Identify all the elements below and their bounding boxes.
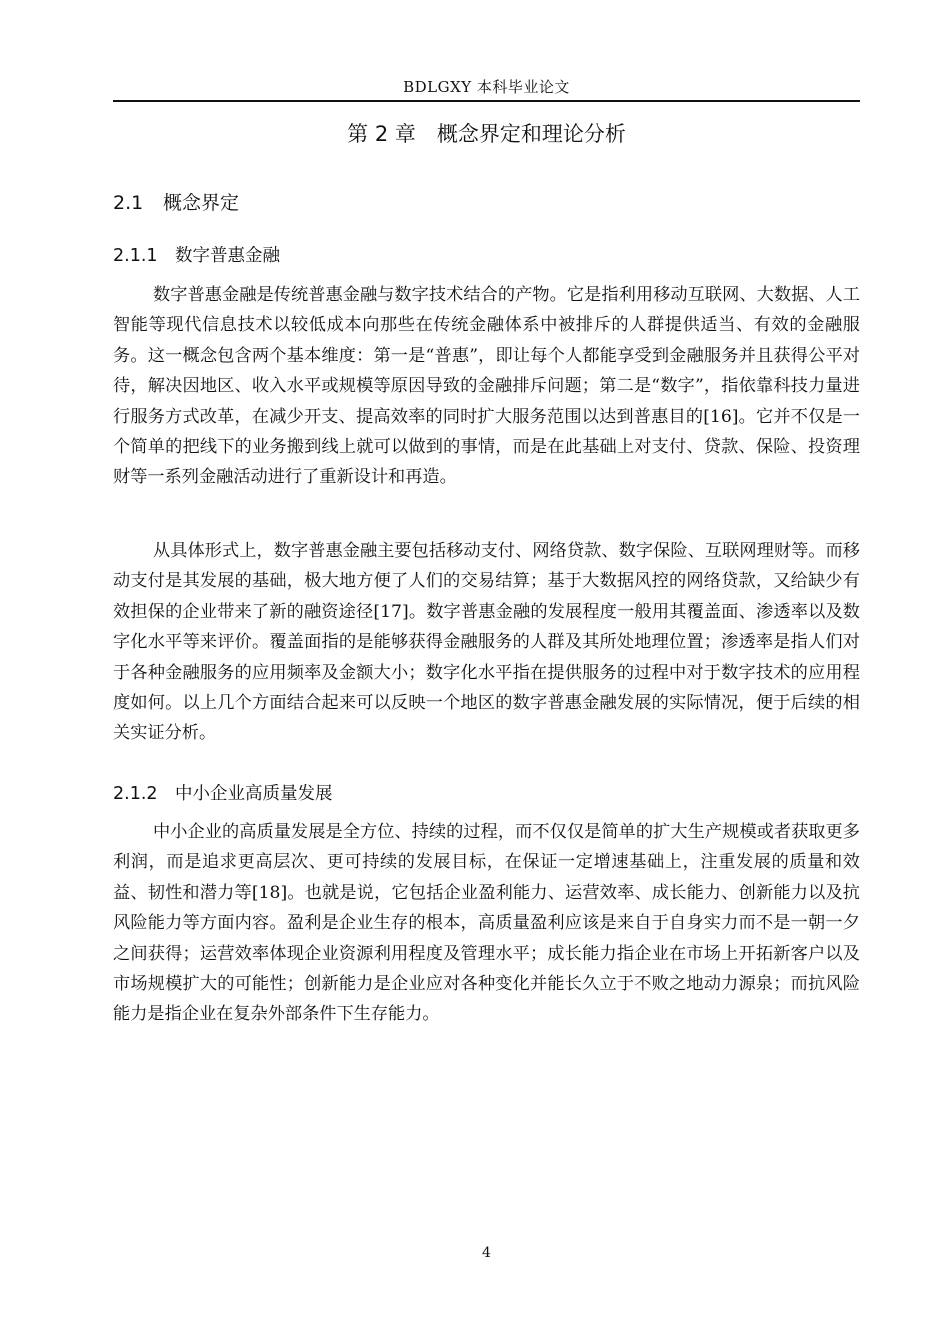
section-number: 2.1 (113, 192, 144, 214)
paragraph-2-1-2-a: 中小企业的高质量发展是全方位、持续的过程，而不仅仅是简单的扩大生产规模或者获取更多利润，而是追求更高层次、更可持续的发展目标，在保证一定增速基础上，注重发展的质量和效益、韧性和潜力等[18]。也就是说，它包括企业盈利能力、运营效率、成长能力、创新能力以及抗风险能力等方面内容。盈利是企业生存的根本，高质量盈利应该是来自于自身实力而不是一朝一夕之间获得；运营效率体现企业资源利用程度及管理水平；成长能力指企业在市场上开拓新客户以及市场规模扩大的可能性；创新能力是企业应对各种变化并能长久立于不败之地动力源泉；而抗风险能力是指企业在复杂外部条件下生存能力。 (113, 822, 860, 1025)
subsection-number: 2.1.1 (113, 246, 158, 266)
subsection-title: 数字普惠金融 (175, 246, 280, 266)
subsection-heading-2-1-1 (113, 242, 280, 267)
header-rule (113, 100, 860, 102)
chapter-title: 第 2 章 概念界定和理论分析 (347, 122, 626, 146)
paragraph-2-1-1-a: 数字普惠金融是传统普惠金融与数字技术结合的产物。它是指利用移动互联网、大数据、人工智能等现代信息技术以较低成本向那些在传统金融体系中被排斥的人群提供适当、有效的金融服务。这一概念包含两个基本维度：第一是“普惠”，即让每个人都能享受到金融服务并且获得公平对待，解决因地区、收入水平或规模等原因导致的金融排斥问题；第二是“数字”，指依靠科技力量进行服务方式改革，在减少开支、提高效率的同时扩大服务范围以达到普惠目的[16]。它并不仅是一个简单的把线下的业务搬到线上就可以做到的事情，而是在此基础上对支付、贷款、保险、投资理财等一系列金融活动进行了重新设计和再造。 (113, 285, 860, 488)
subsection-number: 2.1.2 (113, 784, 158, 804)
section-title: 概念界定 (163, 192, 240, 214)
subsection-title: 中小企业高质量发展 (175, 784, 333, 804)
subsection-heading-2-1-2 (113, 780, 333, 805)
running-header: BDLGXY 本科毕业论文 (403, 78, 570, 96)
paragraph-2-1-1-b: 从具体形式上，数字普惠金融主要包括移动支付、网络贷款、数字保险、互联网理财等。而移动支付是其发展的基础，极大地方便了人们的交易结算；基于大数据风控的网络贷款，又给缺少有效担保的企业带来了新的融资途径[17]。数字普惠金融的发展程度一般用其覆盖面、渗透率以及数字化水平等来评价。覆盖面指的是能够获得金融服务的人群及其所处地理位置；渗透率是指人们对于各种金融服务的应用频率及金额大小；数字化水平指在提供服务的过程中对于数字技术的应用程度如何。以上几个方面结合起来可以反映一个地区的数字普惠金融发展的实际情况，便于后续的相关实证分析。 (113, 541, 860, 744)
page-number: 4 (482, 1245, 491, 1261)
section-heading-2-1 (113, 188, 239, 215)
